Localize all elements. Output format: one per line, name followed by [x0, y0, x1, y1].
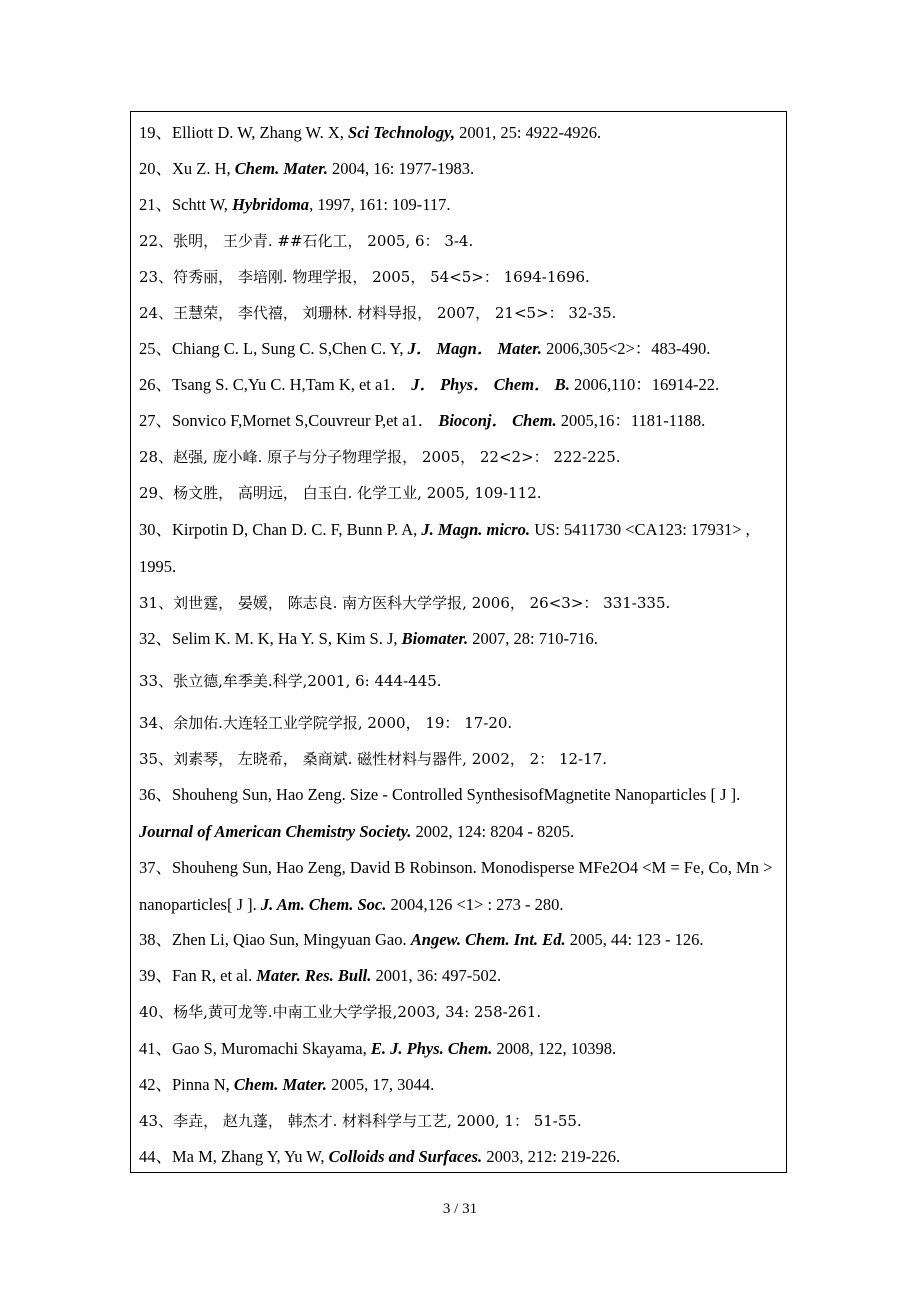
reference-item: 27、Sonvico F,Mornet S,Couvreur P,et a1． Bioconj． Chem. 2005,16：1181-1188.	[139, 411, 706, 430]
reference-item: 29、杨文胜， 高明远， 白玉白. 化学工业, 2005, 109-112.	[139, 484, 542, 502]
reference-item: 22、张明， 王少青. ##石化工， 2005, 6： 3-4.	[139, 232, 474, 250]
reference-item: 43、李垚， 赵九蓬， 韩杰才. 材料科学与工艺, 2000, 1： 51-55.	[139, 1112, 582, 1130]
reference-item: 37、Shouheng Sun, Hao Zeng, David B Robinson. Monodisperse MFe2O4 <M = Fe, Co, Mn > nanoparticles[ J ]. J. Am. Chem. Soc. 2004,126 <1> : 273 - 280.	[139, 858, 773, 914]
reference-item: 42、Pinna N, Chem. Mater. 2005, 17, 3044.	[139, 1075, 435, 1094]
reference-item: 21、Schtt W, Hybridoma, 1997, 161: 109-117.	[139, 195, 451, 214]
reference-item: 44、Ma M, Zhang Y, Yu W, Colloids and Surfaces. 2003, 212: 219-226.	[139, 1147, 621, 1166]
reference-item: 33、张立德,牟季美.科学,2001, 6: 444-445.	[139, 672, 442, 690]
reference-item: 30、Kirpotin D, Chan D. C. F, Bunn P. A, J. Magn. micro. US: 5411730 <CA123: 17931> , 1995.	[139, 520, 750, 576]
reference-item: 41、Gao S, Muromachi Skayama, E. J. Phys. Chem. 2008, 122, 10398.	[139, 1039, 617, 1058]
reference-item: 39、Fan R, et al. Mater. Res. Bull. 2001, 36: 497-502.	[139, 966, 502, 985]
reference-item: 35、刘素琴， 左晓希， 桑商斌. 磁性材料与器件, 2002， 2： 12-17.	[139, 750, 607, 768]
reference-item: 24、王慧荣， 李代禧， 刘珊林. 材料导报， 2007， 21<5>： 32-35.	[139, 304, 617, 322]
reference-item: 38、Zhen Li, Qiao Sun, Mingyuan Gao. Angew. Chem. Int. Ed. 2005, 44: 123 - 126.	[139, 930, 704, 949]
reference-table-frame	[130, 111, 787, 1173]
reference-item: 28、赵强, 庞小峰. 原子与分子物理学报， 2005， 22<2>： 222-225.	[139, 448, 621, 466]
reference-item: 20、Xu Z. H, Chem. Mater. 2004, 16: 1977-1983.	[139, 159, 475, 178]
reference-item: 34、余加佑.大连轻工业学院学报, 2000， 19： 17-20.	[139, 714, 513, 732]
page-number: 3 / 31	[442, 1201, 478, 1217]
reference-item: 19、Elliott D. W, Zhang W. X, Sci Technology, 2001, 25: 4922-4926.	[139, 123, 602, 142]
reference-item: 40、杨华,黄可龙等.中南工业大学学报,2003, 34: 258-261.	[139, 1003, 542, 1021]
reference-item: 26、Tsang S. C,Yu C. H,Tam K, et a1． J． Phys． Chem． B. 2006,110：16914-22.	[139, 375, 720, 394]
reference-item: 23、符秀丽， 李培刚. 物理学报， 2005， 54<5>： 1694-1696.	[139, 268, 590, 286]
reference-item: 25、Chiang C. L, Sung C. S,Chen C. Y, J． Magn． Mater. 2006,305<2>：483-490.	[139, 339, 711, 358]
reference-item: 36、Shouheng Sun, Hao Zeng. Size - Controlled SynthesisofMagnetite Nanoparticles [ J ]. Journal of American Chemistry Society. 2002, 124: 8204 - 8205.	[139, 785, 741, 841]
reference-item: 32、Selim K. M. K, Ha Y. S, Kim S. J, Biomater. 2007, 28: 710-716.	[139, 629, 598, 648]
reference-item: 31、刘世霆， 晏媛， 陈志良. 南方医科大学学报, 2006， 26<3>： 331-335.	[139, 594, 671, 612]
